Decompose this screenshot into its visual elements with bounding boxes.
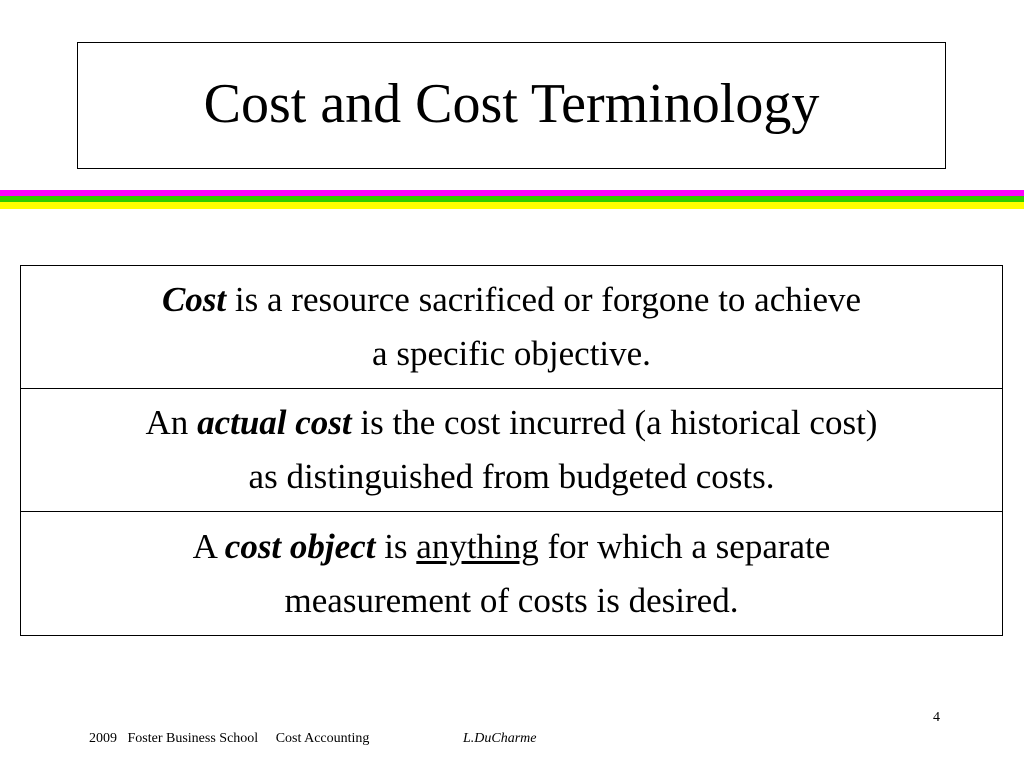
term-cost: Cost <box>161 280 227 319</box>
definition-text: is a resource sacrificed or forgone to achieve <box>226 280 862 319</box>
page-number: 4 <box>933 710 940 725</box>
definition-line: as distinguished from budgeted costs. <box>248 457 775 496</box>
slide-title: Cost and Cost Terminology <box>203 72 820 135</box>
definition-line <box>193 520 831 574</box>
definitions-table <box>20 265 1003 636</box>
term-actual-cost: actual cost <box>197 403 352 442</box>
definition-text: is the cost incurred (a historical cost) <box>351 403 878 442</box>
definition-row-cost-object <box>21 512 1002 635</box>
definition-line <box>162 273 861 327</box>
footer <box>89 731 369 747</box>
emphasis-anything: anything <box>416 526 539 566</box>
footer-course: Cost Accounting <box>275 731 370 746</box>
definition-line: a specific objective. <box>372 334 651 373</box>
definition-row-actual-cost <box>21 389 1002 512</box>
footer-school: Foster Business School <box>127 731 259 746</box>
term-cost-object: cost object <box>224 526 376 566</box>
footer-author: L.DuCharme <box>463 731 537 746</box>
definition-line: measurement of costs is desired. <box>284 580 739 620</box>
definition-text: for which a separate <box>538 526 831 566</box>
definition-text: is <box>375 526 417 566</box>
definition-lead: A <box>192 526 225 566</box>
title-box <box>77 42 946 169</box>
definition-row-cost <box>21 266 1002 389</box>
definition-lead: An <box>145 403 198 442</box>
definition-line <box>146 396 878 450</box>
decorative-stripe-yellow <box>0 202 1024 209</box>
footer-year: 2009 <box>89 731 117 746</box>
